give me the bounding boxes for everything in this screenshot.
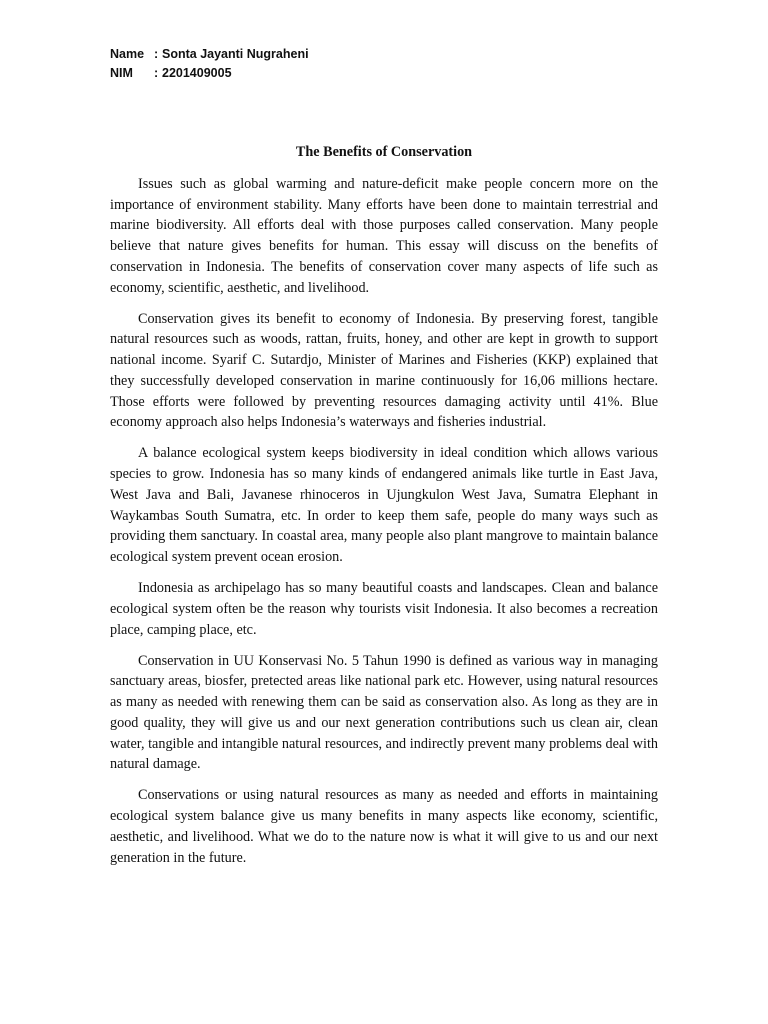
- paragraph-intro: Issues such as global warming and nature-deficit make people concern more on the importance of environment stability. Many efforts have been done to maintain terrestrial and marine biodiversity. All efforts deal with those purposes called conservation. Many people believe that nature gives benefits for human. This essay will discuss on the benefits of conservation in Indonesia. The benefits of conservation cover many aspects of life such as economy, scientific, aesthetic, and livelihood.: [110, 176, 658, 296]
- name-value: Sonta Jayanti Nugraheni: [162, 47, 309, 61]
- paragraph-livelihood: Conservation in UU Konservasi No. 5 Tahun 1990 is defined as various way in managing sanctuary areas, biosfer, pretected areas like national park etc. However, using natural resources as many as needed with renewing them can be said as conservation also. As long as they are in good quality, they will give us and our next generation contributions such us clean air, clean water, tangible and intangible natural resources, and indirectly prevent many problems deal with natural damage.: [110, 652, 658, 773]
- nim-row: [110, 64, 309, 83]
- nim-value: 2201409005: [162, 66, 232, 80]
- paragraph-conclusion: Conservations or using natural resources as many as needed and efforts in maintaining ecological system balance give us many benefits in many aspects like economy, scientific, aesthetic, and livelihood. What we do to the nature now is what it will give to us and our next generation in the future.: [110, 787, 658, 866]
- student-header: [110, 45, 309, 83]
- name-row: [110, 45, 309, 64]
- document-title: The Benefits of Conservation: [295, 144, 473, 160]
- paragraph-scientific: A balance ecological system keeps biodiversity in ideal condition which allows various species to grow. Indonesia has so many kinds of endangered animals like turtle in East Java, West Java and Bali, Javanese rhinoceros in Ujungkulon West Java, Sumatra Elephant in Waykambas South Sumatra, etc. In order to keep them safe, people do many ways such as providing them sanctuary. In coastal area, many people also plant mangrove to maintain balance ecological system prevent ocean erosion.: [110, 445, 658, 565]
- paragraph-economy: Conservation gives its benefit to economy of Indonesia. By preserving forest, tangible natural resources such as woods, rattan, fruits, honey, and other are kept in growth to support national income. Syarif C. Sutardjo, Minister of Marines and Fisheries (KKP) explained that they successfully developed conservation in marine continuously for 16,06 millions hectare. Those efforts were followed by preventing resources damaging activity until 41%. Blue economy approach also helps Indonesia’s waterways and fisheries industrial.: [110, 310, 658, 431]
- nim-label: NIM: [110, 66, 133, 80]
- nim-separator: :: [154, 66, 159, 80]
- name-separator: :: [154, 47, 159, 61]
- document-body: [110, 174, 658, 868]
- name-label: Name: [110, 47, 145, 61]
- paragraph-aesthetic: Indonesia as archipelago has so many beautiful coasts and landscapes. Clean and balance ecological system often be the reason why tourists visit Indonesia. It also becomes a recreation place, camping place, etc.: [110, 580, 658, 638]
